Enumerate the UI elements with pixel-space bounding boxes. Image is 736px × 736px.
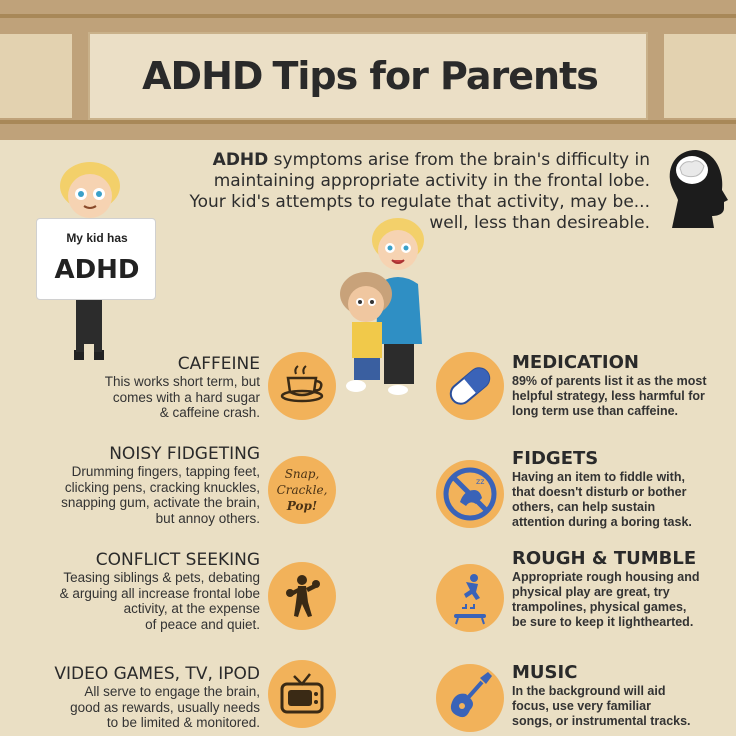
tip-body-line: All serve to engage the brain, (84, 684, 260, 699)
tip-body-line: Teasing siblings & pets, debating (63, 570, 260, 585)
icon-text: Crackle, (276, 483, 328, 497)
tip-body-line: Drumming fingers, tapping feet, (71, 464, 260, 479)
tip-noisy-fidgeting (10, 444, 260, 526)
no-noise-icon (436, 460, 504, 528)
icon-text: Pop! (286, 499, 318, 513)
tip-heading: MEDICATION (512, 352, 639, 373)
tip-medication (512, 352, 734, 419)
title-rest: Tips for Parents (272, 54, 598, 98)
tip-body-line: clicking pens, cracking knuckles, (64, 479, 260, 495)
tip-body-line: long term use than caffeine. (512, 404, 679, 418)
tip-body-line: songs, or instrumental tracks. (512, 714, 691, 728)
banner-side-right (664, 34, 736, 118)
tip-heading: MUSIC (512, 662, 578, 683)
coffee-cup-icon (268, 352, 336, 420)
tip-heading: CONFLICT SEEKING (95, 550, 260, 570)
tip-fidgets (512, 448, 734, 530)
sign-line2: ADHD (54, 255, 140, 285)
tip-body-line: physical play are great, try (512, 585, 670, 599)
page-title (90, 54, 650, 98)
intro-line: Your kid's attempts to regulate that activity, may be... (189, 192, 650, 212)
snap-crackle-pop-text (268, 466, 336, 514)
banner-side-left (0, 34, 72, 118)
tip-heading: VIDEO GAMES, TV, IPOD (54, 664, 260, 684)
tip-body-line: comes with a hard sugar (112, 389, 260, 405)
tip-body-line: & caffeine crash. (159, 405, 260, 420)
adhd-sign (36, 218, 156, 300)
icon-text: Snap, (284, 467, 320, 481)
tip-body-line: but annoy others. (155, 510, 260, 526)
pill-icon (436, 352, 504, 420)
guitar-icon (436, 664, 504, 732)
snap-crackle-pop-icon (268, 456, 336, 524)
tip-heading: ROUGH & TUMBLE (512, 548, 697, 569)
tip-body-line: Having an item to fiddle with, (512, 470, 685, 484)
tip-body-line: activity, at the expense (123, 601, 260, 616)
tip-body-line: be sure to keep it lighthearted. (512, 615, 694, 629)
tip-body-line: good as rewards, usually needs (70, 699, 260, 715)
tip-heading: CAFFEINE (177, 354, 260, 374)
mother-and-child-figure (332, 214, 432, 396)
title-bold: ADHD (142, 54, 263, 98)
tip-body-line: attention during a boring task. (512, 515, 692, 529)
tip-body-line: Appropriate rough housing and (512, 570, 700, 584)
title-box (88, 32, 648, 120)
tip-body-line: & arguing all increase frontal lobe (59, 585, 260, 601)
tip-heading: FIDGETS (512, 448, 599, 469)
tip-body-line: snapping gum, activate the brain, (61, 495, 260, 510)
intro-line: symptoms arise from the brain's difficulty in (268, 150, 650, 170)
tip-body-line: In the background will aid (512, 684, 666, 698)
tip-body-line: This works short term, but (104, 374, 260, 389)
tip-caffeine (10, 354, 260, 421)
tip-heading: NOISY FIDGETING (109, 444, 260, 464)
tip-rough-and-tumble (512, 548, 734, 630)
tip-body-line: that doesn't disturb or bother (512, 485, 687, 499)
head-silhouette-icon (662, 146, 732, 232)
tip-conflict-seeking (10, 550, 260, 632)
tip-body-line: to be limited & monitored. (106, 715, 260, 730)
tip-body-line: helpful strategy, less harmful for (512, 389, 705, 403)
trampoline-icon (436, 564, 504, 632)
boxer-icon (268, 562, 336, 630)
tip-body-line: trampolines, physical games, (512, 600, 687, 614)
intro-line: maintaining appropriate activity in the frontal lobe. (213, 171, 650, 191)
tip-body-line: of peace and quiet. (145, 616, 260, 632)
tip-body-line: focus, use very familiar (512, 699, 651, 713)
banner-stripe (0, 14, 736, 18)
title-banner (0, 0, 736, 140)
sign-line1: My kid has (66, 231, 128, 245)
banner-stripe (0, 120, 736, 124)
tip-body-line: others, can help sustain (512, 500, 656, 514)
intro-line: well, less than desireable. (429, 213, 650, 233)
tip-body-line: 89% of parents list it as the most (512, 374, 707, 388)
tip-music (512, 662, 734, 729)
tv-icon (268, 660, 336, 728)
svg-text:zz: zz (476, 477, 485, 486)
intro-lead: ADHD (212, 150, 269, 170)
tip-video-games (10, 664, 260, 731)
